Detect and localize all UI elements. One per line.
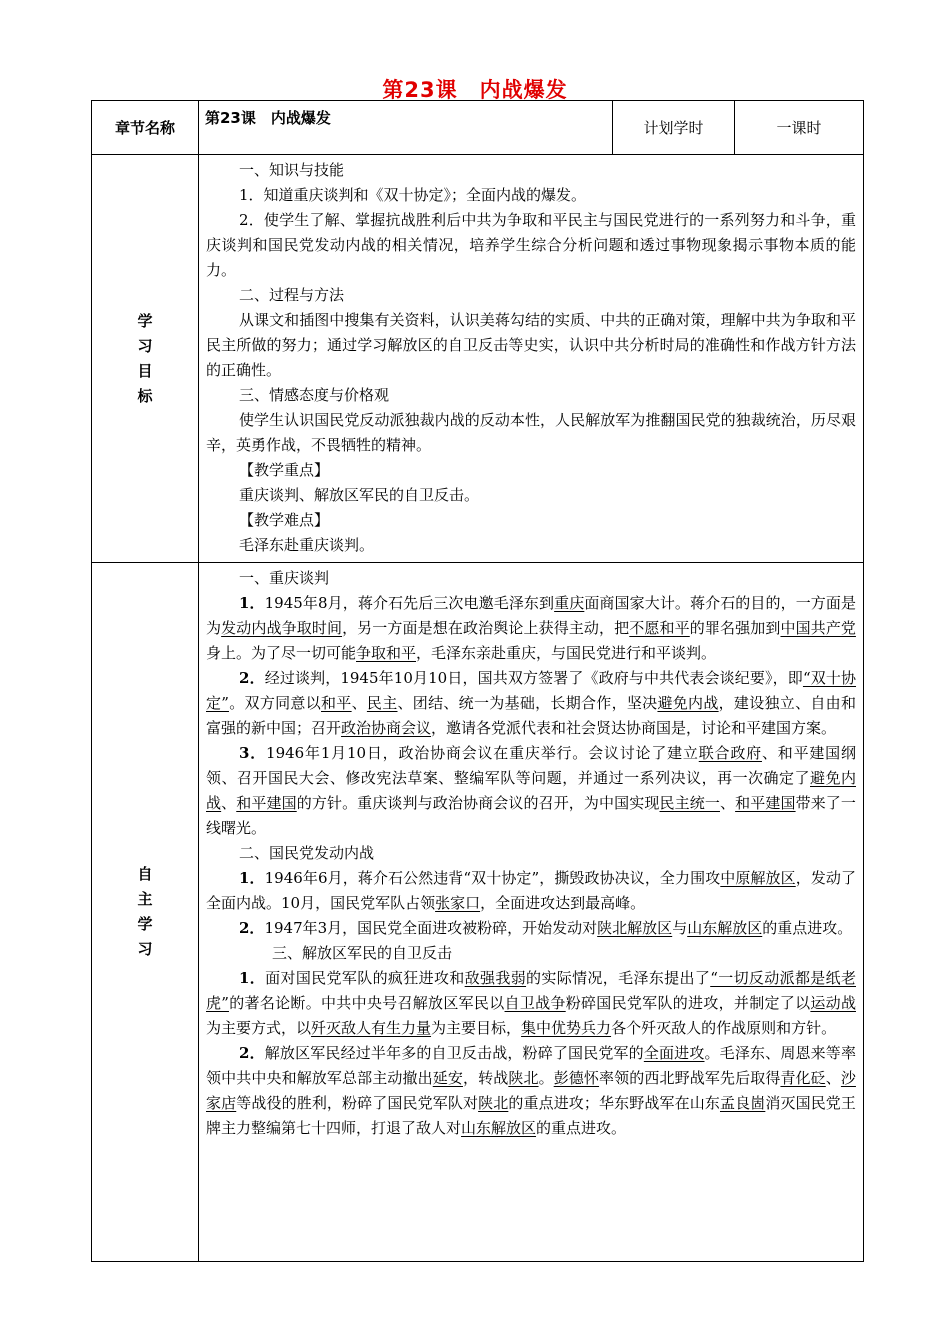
planned-hours-label: 计划学时 xyxy=(613,101,735,155)
paragraph-text: 各个歼灭敌人的作战原则和方针。 xyxy=(611,1019,837,1037)
paragraph-text: 为主要方式，以 xyxy=(206,1019,312,1037)
self-study-content xyxy=(199,563,864,1262)
underlined-answer: 避免内战 xyxy=(657,694,719,712)
paragraph-text: 带来了一线曙光。 xyxy=(206,794,856,837)
underlined-answer: 避免内战 xyxy=(206,769,856,812)
key-points-text: 重庆谈判、解放区军民的自卫反击。 xyxy=(239,486,480,504)
paragraph-text: 2．1947年3月，国民党全面进攻被粉碎，开始发动对 xyxy=(239,919,598,937)
underlined-answer: 和平建国 xyxy=(735,794,796,812)
underlined-answer: 全面进攻 xyxy=(643,1044,705,1062)
underlined-answer: 争取和平 xyxy=(356,644,417,662)
paragraph-text: 的实际情况，毛泽东提出了 xyxy=(526,969,711,987)
study-paragraph xyxy=(206,741,856,841)
item-number: 2． xyxy=(239,669,265,687)
study-paragraph xyxy=(206,666,856,741)
paragraph-text: ，邀请各党派代表和社会贤达协商国是，讨论和平建国方案。 xyxy=(431,719,837,737)
underlined-answer: 自卫战争 xyxy=(504,994,566,1012)
objectives-content xyxy=(199,155,864,563)
self-study-side-label: 自主学习 xyxy=(137,865,153,958)
underlined-answer: 山东解放区 xyxy=(687,919,763,937)
underlined-answer: 青化砭 xyxy=(780,1069,826,1087)
paragraph-text: 1．1946年6月，蒋介石公然违背“双十协定”，撕毁政协决议，全力围攻 xyxy=(239,869,721,887)
paragraph-text: 1．面对国民党军队的疯狂进攻和 xyxy=(239,969,465,987)
underlined-answer: 彭德怀 xyxy=(553,1069,600,1087)
underlined-answer: 孟良崮 xyxy=(719,1094,766,1112)
objectives-side-label: 学习目标 xyxy=(137,311,153,405)
paragraph-text: 2．解放区军民经过半年多的自卫反击战，粉碎了国民党军的 xyxy=(239,1044,644,1062)
underlined-answer: 敌强我弱 xyxy=(464,969,527,987)
difficult-points-text: 毛泽东赴重庆谈判。 xyxy=(239,536,375,554)
paragraph-text: 的重点进攻。 xyxy=(536,1119,627,1137)
underlined-answer: 民主统一 xyxy=(659,794,720,812)
item-number: 1． xyxy=(239,969,266,987)
paragraph-text: 身上。为了尽一切可能 xyxy=(206,644,357,662)
underlined-answer: 中国共产党 xyxy=(780,619,856,637)
self-study-side-label-cell xyxy=(92,563,199,1262)
paragraph-text: 。双方同意以 xyxy=(228,694,322,712)
study-paragraph xyxy=(206,916,856,941)
paragraph-text: 的罪名强加到 xyxy=(689,619,781,637)
paragraph-text: 。毛泽东、周恩来等率领中共中央和解放军总部主动撤出 xyxy=(206,1044,856,1087)
paragraph-text: ，毛泽东亲赴重庆，与国民党进行和平谈判。 xyxy=(416,644,717,662)
key-points-heading: 【教学重点】 xyxy=(239,461,330,479)
paragraph-text: 。 xyxy=(538,1069,554,1087)
chapter-name-label: 章节名称 xyxy=(92,101,199,155)
study-paragraph xyxy=(206,866,856,916)
objective-item: 1．知道重庆谈判和《双十协定》；全面内战的爆发。 xyxy=(239,186,587,204)
paragraph-text: 率领的西北野战军先后取得 xyxy=(599,1069,781,1087)
underlined-answer: 陕北 xyxy=(508,1069,539,1087)
underlined-answer: 不愿和平 xyxy=(629,619,690,637)
objective-heading: 二、过程与方法 xyxy=(239,286,345,304)
paragraph-text: ，转战 xyxy=(462,1069,509,1087)
underlined-answer: 重庆 xyxy=(554,594,585,612)
underlined-answer: 运动战 xyxy=(810,994,856,1012)
paragraph-text: 、 xyxy=(825,1069,841,1087)
paragraph-text: 、 xyxy=(719,794,736,812)
underlined-answer: 和平建国 xyxy=(236,794,297,812)
paragraph-text: 的方针。重庆谈判与政治协商会议的召开，为中国实现 xyxy=(296,794,660,812)
objective-item: 使学生认识国民党反动派独裁内战的反动本性，人民解放军为推翻国民党的独裁统治，历尽艰辛，英勇作战，不畏牺牲的精神。 xyxy=(206,411,856,454)
paragraph-text: 2．经过谈判，1945年10月10日，国共双方签署了《政府与中共代表会谈纪要》，即 xyxy=(239,669,803,687)
study-paragraph xyxy=(206,591,856,666)
paragraph-text: 等战役的胜利，粉碎了国民党军队对 xyxy=(236,1094,479,1112)
paragraph-text: 的重点进攻；华东野战军在山东 xyxy=(508,1094,720,1112)
underlined-answer: 歼灭敌人有生力量 xyxy=(311,1019,432,1037)
item-number: 3． xyxy=(239,744,267,762)
paragraph-text: ，建设独立、自由和富强的新中国；召开 xyxy=(206,694,856,737)
paragraph-text: 与 xyxy=(672,919,688,937)
difficult-points-heading: 【教学难点】 xyxy=(239,511,330,529)
objective-heading: 一、知识与技能 xyxy=(239,161,345,179)
underlined-answer: 山东解放区 xyxy=(461,1119,537,1137)
paragraph-text: 消灭国民党王牌主力整编第七十四师，打退了敌人对 xyxy=(206,1094,856,1137)
underlined-answer: “双十协定” xyxy=(206,669,857,712)
paragraph-text: ，全面进攻达到最高峰。 xyxy=(480,894,646,912)
underlined-answer: 发动内战争取时间 xyxy=(221,619,343,637)
page-title: 第23课 内战爆发 xyxy=(382,78,568,102)
paragraph-text: 、 xyxy=(221,794,237,812)
underlined-answer: 沙家店 xyxy=(206,1069,856,1112)
item-number: 1． xyxy=(239,594,265,612)
underlined-answer: 集中优势兵力 xyxy=(521,1019,612,1037)
underlined-answer: “一切反动派都是纸老虎” xyxy=(206,969,856,1012)
paragraph-text: 的重点进攻。 xyxy=(762,919,853,937)
lesson-plan-table xyxy=(91,100,864,1262)
study-paragraph xyxy=(206,1041,856,1141)
study-paragraph xyxy=(206,966,856,1041)
item-number: 2． xyxy=(239,919,265,937)
underlined-answer: 张家口 xyxy=(435,894,481,912)
paragraph-text: 1．1945年8月，蒋介石先后三次电邀毛泽东到 xyxy=(239,594,555,612)
lesson-name: 第23课 内战爆发 xyxy=(199,101,613,155)
objective-heading: 三、情感态度与价格观 xyxy=(239,386,390,404)
section-heading: 一、重庆谈判 xyxy=(239,569,330,587)
paragraph-text: 面商国家大计。蒋介石的目的，一方面是为 xyxy=(206,594,856,637)
objective-item: 从课文和插图中搜集有关资料，认识美蒋勾结的实质、中共的正确对策，理解中共为争取和平民主所做的努力；通过学习解放区的自卫反击等史实，认识中共分析时局的准确性和作战方针方法的正确性。 xyxy=(206,311,856,379)
objectives-side-label-cell xyxy=(92,155,199,563)
header-row xyxy=(92,101,864,155)
paragraph-text: 的著名论断。中共中央号召解放区军民以 xyxy=(228,994,505,1012)
paragraph-text: 3．1946年1月10日，政治协商会议在重庆举行。会议讨论了建立 xyxy=(239,744,699,762)
paragraph-text: 、团结、统一为基础，长期合作，坚决 xyxy=(397,694,658,712)
planned-hours-value: 一课时 xyxy=(735,101,864,155)
underlined-answer: 民主 xyxy=(366,694,398,712)
paragraph-text: ，另一方面是想在政治舆论上获得主动，把 xyxy=(342,619,630,637)
underlined-answer: 联合政府 xyxy=(698,744,762,762)
underlined-answer: 陕北解放区 xyxy=(597,919,673,937)
underlined-answer: 和平 xyxy=(321,694,352,712)
paragraph-text: 、和平建国纲领、召开国民大会、修改宪法草案、整编军队等问题，并通过一系列决议，再一次确定了 xyxy=(206,744,856,787)
underlined-answer: 政治协商会议 xyxy=(341,719,432,737)
paragraph-text: 、 xyxy=(351,694,367,712)
underlined-answer: 延安 xyxy=(432,1069,463,1087)
section-heading: 二、国民党发动内战 xyxy=(239,844,375,862)
underlined-answer: 中原解放区 xyxy=(720,869,796,887)
paragraph-text: 为主要目标， xyxy=(431,1019,522,1037)
item-number: 2． xyxy=(239,1044,265,1062)
section-heading: 三、解放区军民的自卫反击 xyxy=(272,944,453,962)
item-number: 1． xyxy=(239,869,265,887)
self-study-row xyxy=(92,563,864,1262)
objectives-row xyxy=(92,155,864,563)
underlined-answer: 陕北 xyxy=(478,1094,509,1112)
objective-item: 2．使学生了解、掌握抗战胜利后中共为争取和平民主与国民党进行的一系列努力和斗争，重庆谈判和国民党发动内战的相关情况，培养学生综合分析问题和透过事物现象揭示事物本质的能力。 xyxy=(206,211,856,279)
paragraph-text: ，发动了全面内战。10月，国民党军队占领 xyxy=(206,869,856,912)
paragraph-text: 粉碎国民党军队的进攻，并制定了以 xyxy=(565,994,811,1012)
